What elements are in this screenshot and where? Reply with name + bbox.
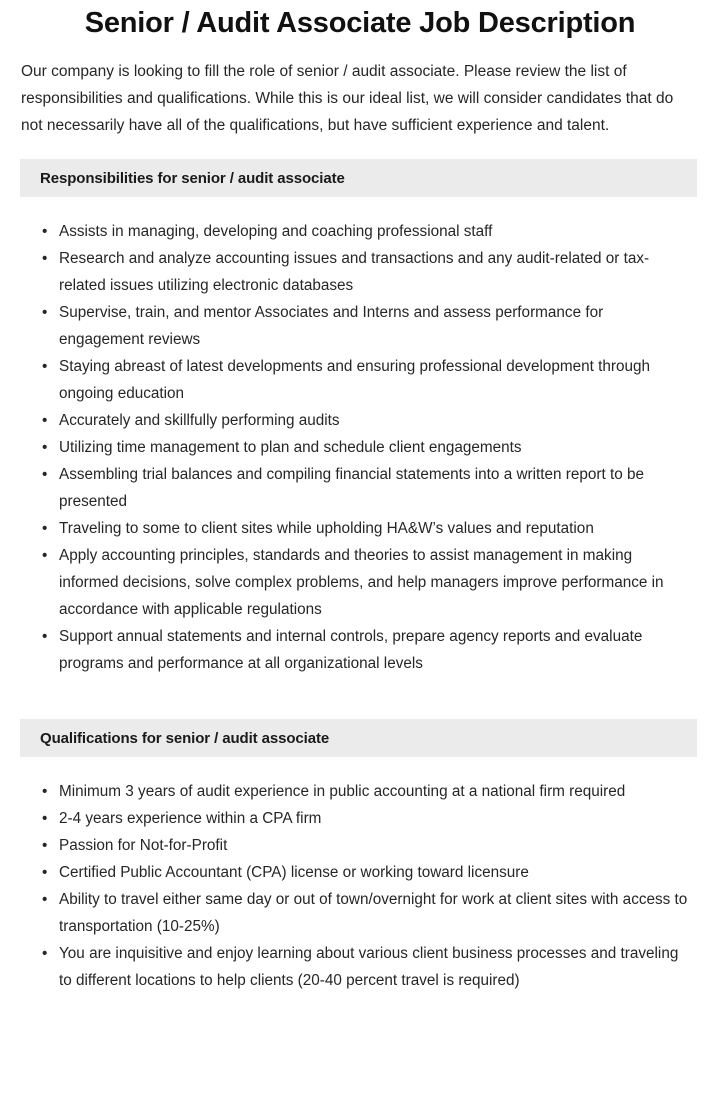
bullet-icon: • [42,864,48,881]
section-responsibilities [0,159,720,677]
list-item [0,832,720,859]
list-item [0,805,720,832]
list-item [0,859,720,886]
list-item-text: Apply accounting principles, standards and theories to assist management in making informed decisions, solve complex problems, and help managers improve performance in accordance with applicable regulations [59,547,664,618]
list-item-text: Traveling to some to client sites while upholding HA&W’s values and reputation [59,520,594,537]
bullet-icon: • [42,250,48,267]
list-item [0,886,720,940]
bullet-icon: • [42,547,48,564]
list-item-text: Supervise, train, and mentor Associates and Interns and assess performance for engagement reviews [59,304,604,348]
list-item-text: Certified Public Accountant (CPA) license or working toward licensure [59,864,529,881]
bullet-icon: • [42,837,48,854]
list-item-text: Assembling trial balances and compiling financial statements into a written report to be presented [59,466,644,510]
page-title: Senior / Audit Associate Job Description [84,7,636,39]
qualifications-list [0,778,720,994]
list-item [0,542,720,623]
list-item [0,299,720,353]
bullet-icon: • [42,439,48,456]
list-item [0,778,720,805]
list-item [0,434,720,461]
bullet-icon: • [42,466,48,483]
list-item-text: Staying abreast of latest developments and ensuring professional development through ongoing education [59,358,651,402]
bullet-icon: • [42,628,48,645]
list-item [0,407,720,434]
list-item [0,218,720,245]
responsibilities-list [0,218,720,677]
list-item [0,353,720,407]
section-heading-label: Qualifications for senior / audit associate [40,729,330,747]
list-item [0,245,720,299]
list-item-text: Ability to travel either same day or out of town/overnight for work at client sites with access to transportation (10-25%) [59,891,688,935]
list-item-text: Passion for Not-for-Profit [59,837,228,854]
list-item-text: Assists in managing, developing and coaching professional staff [59,223,493,240]
section-heading-label: Responsibilities for senior / audit associate [40,169,345,187]
bullet-icon: • [42,810,48,827]
list-item-text: 2-4 years experience within a CPA firm [59,810,322,827]
list-item-text: You are inquisitive and enjoy learning about various client business processes and traveling to different locations to help clients (20-40 percent travel is required) [59,945,679,989]
bullet-icon: • [42,783,48,800]
list-item [0,461,720,515]
intro-paragraph: Our company is looking to fill the role of senior / audit associate. Please review the list of responsibilities and qualifications. While this is our ideal list, we will consider candidates that do not necessarily have all of the qualifications, but have sufficient experience and talent. [21,63,674,134]
list-item-text: Utilizing time management to plan and schedule client engagements [59,439,522,456]
list-item [0,515,720,542]
section-header-responsibilities [20,159,697,197]
bullet-icon: • [42,412,48,429]
list-item-text: Support annual statements and internal controls, prepare agency reports and evaluate programs and performance at all organizational levels [59,628,643,672]
bullet-icon: • [42,304,48,321]
section-header-qualifications [20,719,697,757]
bullet-icon: • [42,891,48,908]
job-description-document [0,4,720,994]
bullet-icon: • [42,223,48,240]
bullet-icon: • [42,358,48,375]
list-item [0,940,720,994]
section-spacer [0,677,720,699]
section-qualifications [0,719,720,994]
bullet-icon: • [42,945,48,962]
bullet-icon: • [42,520,48,537]
list-item [0,623,720,677]
list-item-text: Research and analyze accounting issues and transactions and any audit-related or tax-related issues utilizing electronic databases [59,250,650,294]
list-item-text: Minimum 3 years of audit experience in public accounting at a national firm required [59,783,626,800]
list-item-text: Accurately and skillfully performing audits [59,412,340,429]
